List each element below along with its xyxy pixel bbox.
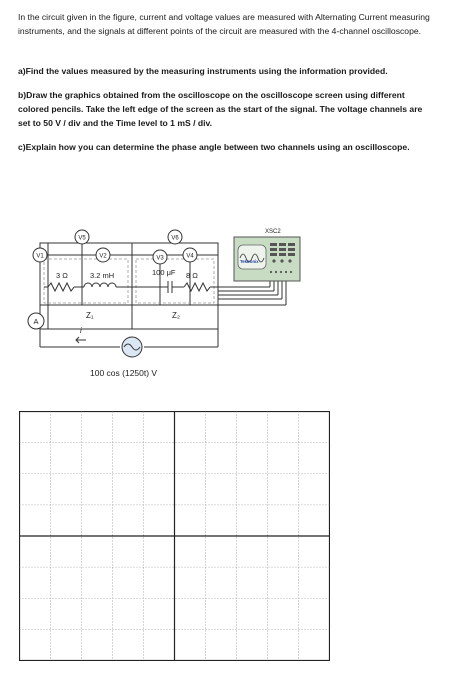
voltmeter-v2 (96, 248, 110, 262)
v4-label: V4 (186, 253, 194, 260)
current-label: i (80, 326, 82, 335)
v6-label: V6 (171, 235, 179, 242)
capacitor-label: 100 μF (152, 268, 176, 277)
resistor-8ohm-label: 8 Ω (186, 271, 198, 280)
question-part-b: b)Draw the graphics obtained from the oscilloscope on the oscilloscope screen using different colored pencils. Take the left edge of the screen as the start of the signal. The voltage channels are set to 50 V / div and the Time level to 1 mS / div. (18, 90, 423, 128)
inductor-symbol (84, 283, 116, 287)
z2-label: Z₂ (172, 311, 180, 320)
v3-label: V3 (156, 255, 164, 262)
question-part-a: a)Find the values measured by the measuring instruments using the information provided. (18, 66, 388, 76)
inductor-label: 3.2 mH (90, 271, 115, 280)
voltmeter-v3 (153, 250, 167, 264)
ac-source (122, 337, 142, 357)
voltmeter-v1 (33, 248, 47, 262)
ammeter-label: A (33, 317, 39, 326)
resistor-3ohm-symbol (48, 283, 74, 291)
voltmeter-v5 (75, 230, 89, 244)
z1-box (44, 259, 128, 303)
z1-label: Z₁ (86, 311, 94, 320)
voltmeter-v4 (183, 248, 197, 262)
voltmeter-v6 (168, 230, 182, 244)
resistor-8ohm-symbol (184, 283, 210, 291)
source-label: 100 cos (1250t) V (90, 368, 158, 378)
scope-name-label: XSC2 (265, 229, 281, 235)
circuit-diagram (20, 195, 320, 390)
v1-label: V1 (36, 253, 44, 260)
ammeter (28, 313, 44, 329)
question-intro: In the circuit given in the figure, current and voltage values are measured with Alternating Current measuring instruments, and the signals at different points of the circuit are measured with the 4-channel oscilloscope. (18, 12, 430, 36)
resistor-3ohm-label: 3 Ω (56, 271, 68, 280)
current-arrow (76, 337, 86, 343)
oscilloscope-screen-grid (19, 411, 330, 661)
v5-label: V5 (78, 235, 86, 242)
oscilloscope-instrument (234, 229, 300, 281)
question-part-c: c)Explain how you can determine the phase angle between two channels using an oscilloscope. (18, 142, 410, 152)
scope-brand-label: Tektronix (240, 259, 259, 264)
z2-box (136, 259, 214, 303)
v2-label: V2 (99, 253, 107, 260)
